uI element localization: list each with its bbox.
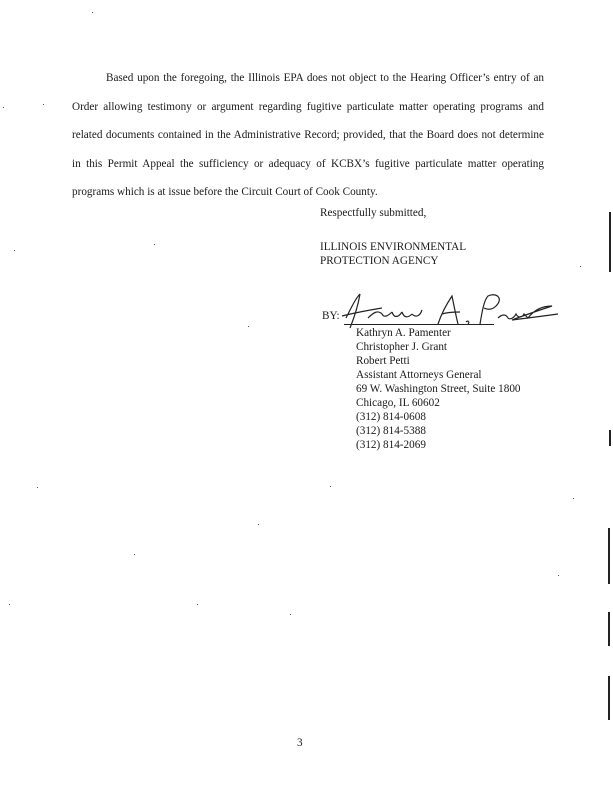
- agency-block: [320, 240, 466, 268]
- scan-speck: [43, 104, 44, 105]
- scan-speck: [558, 575, 559, 576]
- scan-speck: [330, 486, 331, 487]
- scan-speck: [37, 487, 38, 488]
- agency-line-1: ILLINOIS ENVIRONMENTAL: [320, 241, 467, 253]
- scan-mark: [608, 612, 610, 646]
- scan-speck: [290, 614, 291, 615]
- scan-speck: [92, 12, 93, 13]
- signatory-line: Chicago, IL 60602: [356, 397, 440, 409]
- scan-speck: [134, 554, 135, 555]
- signatory-line: Robert Petti: [356, 355, 410, 367]
- agency-line-2: PROTECTION AGENCY: [320, 255, 439, 267]
- scan-mark: [608, 528, 610, 584]
- scan-speck: [258, 524, 259, 525]
- scan-mark: [609, 212, 611, 272]
- signature-line: [344, 324, 494, 325]
- signatory-line: Assistant Attorneys General: [356, 369, 482, 381]
- signatory-line: 69 W. Washington Street, Suite 1800: [356, 383, 521, 395]
- signatory-line: Christopher J. Grant: [356, 341, 448, 353]
- scan-speck: [9, 604, 10, 605]
- signatory-line: (312) 814-0608: [356, 411, 426, 423]
- signatory-line: (312) 814-2069: [356, 439, 426, 451]
- scan-speck: [197, 604, 198, 605]
- scan-speck: [248, 326, 249, 327]
- body-paragraph: [72, 64, 544, 207]
- signatory-block: [356, 326, 521, 452]
- scan-mark: [608, 676, 610, 720]
- respectfully-submitted: Respectfully submitted,: [320, 207, 427, 219]
- scan-speck: [580, 266, 581, 267]
- signatory-line: (312) 814-5388: [356, 425, 426, 437]
- scan-speck: [3, 107, 4, 108]
- scan-mark: [609, 430, 611, 446]
- paragraph-text: Based upon the foregoing, the Illinois EPA does not object to the Hearing Officer’s entry of an Order allowing testimony or argument regarding fugitive particulate matter operating programs and related documents contained in the Administrative Record; provided, that the Board does not determine in this Permit Appeal the sufficiency or adequacy of KCBX’s fugitive particulate matter operating programs which is at issue before the Circuit Court of Cook County.: [72, 72, 544, 198]
- signatory-line: Kathryn A. Pamenter: [356, 327, 451, 339]
- page-number: 3: [297, 737, 303, 749]
- scan-speck: [573, 498, 574, 499]
- scan-speck: [154, 244, 155, 245]
- scan-speck: [14, 250, 15, 251]
- by-label: BY:: [322, 310, 340, 322]
